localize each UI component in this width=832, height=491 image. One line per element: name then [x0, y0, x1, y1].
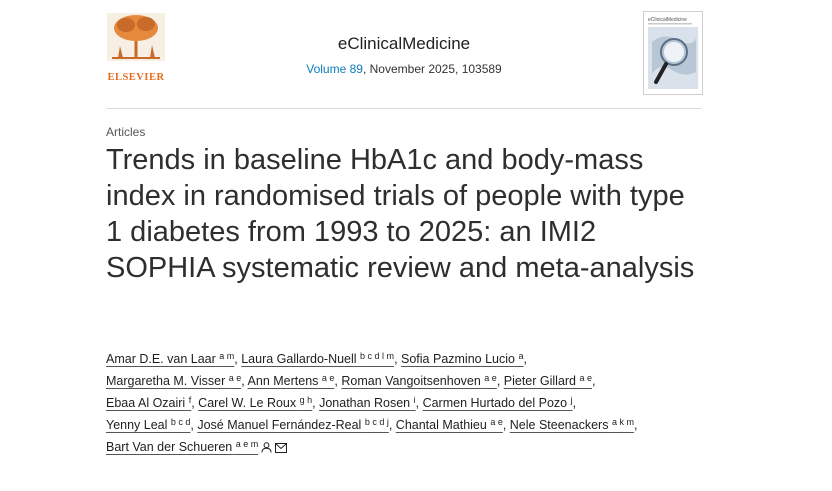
author-link[interactable]: Roman Vangoitsenhoven $^{a e}$ — [341, 373, 497, 388]
article-type-label: Articles — [106, 125, 146, 139]
article-title: Trends in baseline HbA1c and body-mass index in randomised trials of people with type 1 diabetes from 1993 to 2025: an IMI2 SOPHIA systematic review and meta-analysis — [106, 144, 695, 284]
header-divider — [106, 108, 702, 109]
author-link[interactable]: Ann Mertens $^{a e}$ — [247, 373, 335, 388]
cover-image-icon — [644, 12, 702, 94]
person-icon — [261, 438, 272, 460]
author-link[interactable]: Pieter Gillard $^{a e}$ — [503, 373, 593, 388]
volume-link[interactable]: Volume 89 — [306, 62, 363, 76]
author-link[interactable]: Chantal Mathieu $^{a e}$ — [395, 417, 503, 432]
author-line — [106, 436, 706, 460]
author-link[interactable]: Jonathan Rosen $^i$ — [319, 395, 416, 410]
author-link[interactable]: Carel W. Le Roux $^{g h}$ — [198, 395, 313, 410]
author-link[interactable]: Yenny Leal $^{b c d}$ — [106, 417, 191, 432]
journal-header — [106, 0, 702, 108]
author-line: Margaretha M. Visser $^{a e}$, Ann Mertens $^{a e}$, Roman Vangoitsenhoven $^{a e}$, Pieter Gillard $^{a e}$, — [106, 373, 596, 388]
publisher-name: ELSEVIER — [107, 72, 165, 83]
author-line: Amar D.E. van Laar $^{a m}$, Laura Gallardo-Nuell $^{b c d l m}$, Sofia Pazmino Lucio $^a$, — [106, 351, 527, 366]
journal-cover-thumbnail[interactable] — [643, 11, 703, 95]
author-line: Ebaa Al Ozairi $^f$, Carel W. Le Roux $^{g h}$, Jonathan Rosen $^i$, Carmen Hurtado del Pozo $^j$, — [106, 395, 577, 410]
journal-info-block — [256, 34, 552, 76]
author-list — [106, 348, 706, 460]
author-link[interactable]: José Manuel Fernández-Real $^{b c d j}$ — [197, 417, 389, 432]
author-link[interactable]: Nele Steenackers $^{a k m}$ — [509, 417, 634, 432]
author-link[interactable]: Ebaa Al Ozairi $^f$ — [106, 395, 192, 410]
elsevier-logo[interactable] — [106, 12, 166, 83]
envelope-icon[interactable] — [275, 438, 287, 460]
elsevier-tree-icon — [106, 12, 166, 62]
author-line: Yenny Leal $^{b c d}$, José Manuel Fernández-Real $^{b c d j}$, Chantal Mathieu $^{a e}$, Nele Steenackers $^{a k m}$, — [106, 417, 638, 432]
journal-issue — [256, 62, 552, 76]
cover-title: eClinicalMedicine — [648, 17, 687, 23]
author-link[interactable]: Carmen Hurtado del Pozo $^j$ — [422, 395, 573, 410]
issue-details: , November 2025, 103589 — [362, 62, 502, 76]
journal-title[interactable]: eClinicalMedicine — [337, 34, 471, 53]
author-link[interactable]: Amar D.E. van Laar $^{a m}$ — [106, 351, 235, 366]
author-link[interactable]: Laura Gallardo-Nuell $^{b c d l m}$ — [241, 351, 395, 366]
author-link[interactable]: Margaretha M. Visser $^{a e}$ — [106, 373, 242, 388]
author-link[interactable]: Sofia Pazmino Lucio $^a$ — [401, 351, 524, 366]
corresponding-author-link[interactable]: Bart Van der Schueren $^{a e m}$ — [106, 440, 287, 454]
